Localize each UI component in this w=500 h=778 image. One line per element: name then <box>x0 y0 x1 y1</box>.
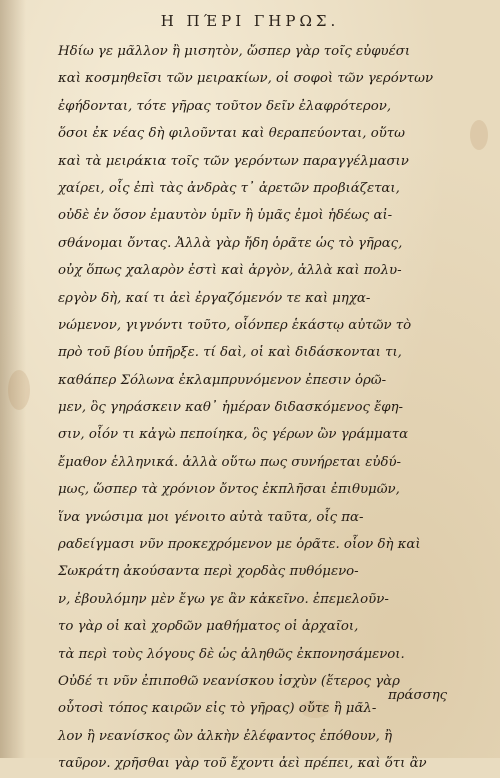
text-line: ἔμαθον ἑλληνικά. ἀλλὰ οὕτω πως συνήρεται εὐδύ- <box>58 454 402 470</box>
text-line: οὗτοσὶ τόπος καιρῶν εἰς τὸ γῆρας) οὔτε ἢ μᾶλ- <box>58 701 377 717</box>
text-line: λον ἢ νεανίσκος ὢν ἀλκὴν ἐλέφαντος ἐπόθουν, ἢ <box>58 728 393 744</box>
text-line: Ηδίω γε μᾶλλον ἢ μισητὸν, ὥσπερ γὰρ τοῖς εὐφυέσι <box>58 44 411 59</box>
text-line: σθάνομαι ὄντας. Ἀλλὰ γὰρ ἤδη ὁρᾶτε ὡς τὸ γῆρας, <box>58 235 403 251</box>
text-line: μεν, ὃς γηράσκειν καθ᾿ ἡμέραν διδασκόμενος ἔφη- <box>58 400 404 416</box>
text-line: εργὸν δὴ, καί τι ἀεὶ ἐργαζόμενόν τε καὶ μηχα- <box>58 290 371 306</box>
text-line: οὐδὲ ἐν ὅσον ἐμαυτὸν ὑμῖν ἢ ὑμᾶς ἐμοὶ ἡδέως αἰ- <box>58 208 393 224</box>
body-text <box>58 38 468 772</box>
catchword: πράσσης <box>388 688 448 703</box>
text-line: καθάπερ Σόλωνα ἐκλαμπρυνόμενον ἐπεσιν ὁρῶ- <box>58 372 387 388</box>
text-line: ραδείγμασι νῦν προκεχρόμενον με ὁρᾶτε. οἷον δὴ καὶ <box>58 537 421 553</box>
text-line: Σωκράτη ἀκούσαντα περὶ χορδὰς πυθόμενο- <box>58 564 359 580</box>
text-line: ἵνα γνώσιμα μοι γένοιτο αὐτὰ ταῦτα, οἷς πα- <box>58 509 364 525</box>
text-line: Οὐδέ τι νῦν ἐπιποθῶ νεανίσκου ἰσχὺν (ἕτερος γὰρ <box>58 673 400 689</box>
text-line: το γὰρ οἱ καὶ χορδῶν μαθήματος οἱ ἀρχαῖοι, <box>58 619 359 635</box>
foxing-stain <box>8 370 30 410</box>
text-line: τὰ περὶ τοὺς λόγους δὲ ὡς ἀληθῶς ἐκπονησάμενοι. <box>58 646 405 662</box>
text-line: ν, ἐβουλόμην μὲν ἔγω γε ἂν κἀκεῖνο. ἐπεμελοῦν- <box>58 591 389 607</box>
text-line: ταῦρον. χρῆσθαι γὰρ τοῦ ἔχοντι ἀεὶ πρέπει, καὶ ὅτι ἂν <box>58 756 427 772</box>
text-line: νώμενον, γιγνόντι τοῦτο, οἷόνπερ ἑκάστῳ αὐτῶν τὸ <box>58 317 412 333</box>
text-line: καὶ κοσμηθεῖσι τῶν μειρακίων, οἱ σοφοὶ τῶν γερόντων <box>58 71 434 87</box>
text-line: μως, ὥσπερ τὰ χρόνιον ὄντος ἐκπλῆσαι ἐπιθυμῶν, <box>58 482 400 498</box>
foxing-stain <box>470 120 488 150</box>
text-line: ἐφήδονται, τότε γῆρας τοῦτον δεῖν ἐλαφρότερον, <box>58 98 392 114</box>
text-line: ὅσοι ἐκ νέας δὴ φιλοῦνται καὶ θεραπεύονται, οὕτω <box>58 126 405 142</box>
text-line: πρὸ τοῦ βίου ὑπῆρξε. τί δαὶ, οἱ καὶ διδάσκονται τι, <box>58 345 402 361</box>
text-line: σιν, οἷόν τι κἀγὼ πεποίηκα, ὃς γέρων ὢν γράμματα <box>58 427 409 443</box>
text-line: καὶ τὰ μειράκια τοῖς τῶν γερόντων παραγγέλμασιν <box>58 153 409 169</box>
text-line: οὐχ ὅπως χαλαρὸν ἐστὶ καὶ ἀργὸν, ἀλλὰ καὶ πολυ- <box>58 263 402 279</box>
running-head: Η ΠΈΡΙ ΓΗΡΩΣ. <box>160 12 340 30</box>
text-line: χαίρει, οἷς ἐπὶ τὰς ἀνδρὰς τ᾿ ἀρετῶν προβιάζεται, <box>58 180 400 196</box>
